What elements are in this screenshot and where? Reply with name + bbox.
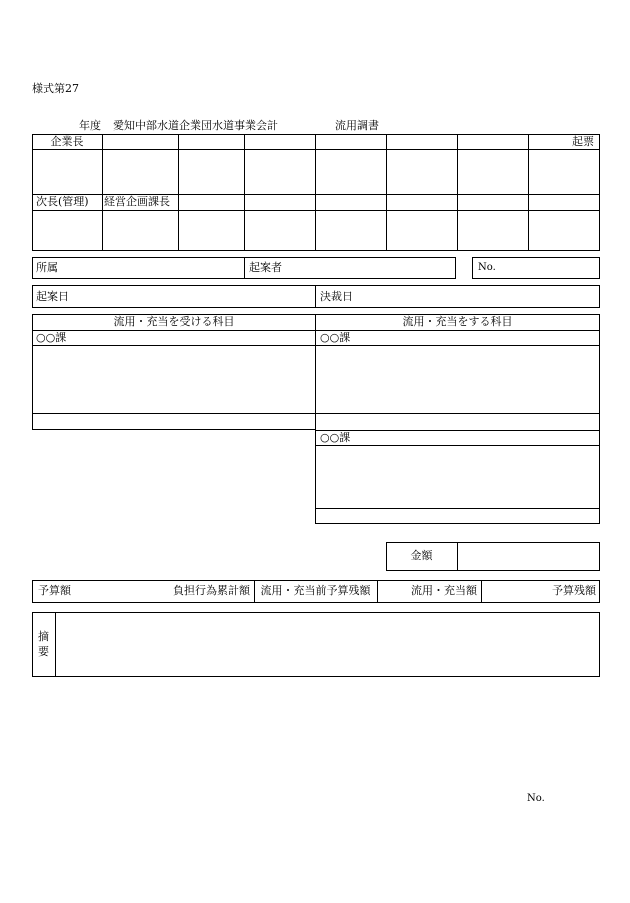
give-title: 流用・充当をする科目 <box>402 315 513 328</box>
decision-date-label: 決裁日 <box>320 290 353 303</box>
remarks-label <box>56 614 57 615</box>
approver-deputy: 次長(管理) <box>36 195 89 208</box>
receive-title: 流用・充当を受ける科目 <box>113 315 235 328</box>
doc-title: 流用調書 <box>335 119 379 132</box>
budget-col-transfer: 流用・充当額 <box>411 584 477 597</box>
give-section-2: ○○課 <box>320 431 351 444</box>
approver-drafting: 起票 <box>572 135 594 148</box>
approval-grid <box>32 134 600 251</box>
year-label: 年度 <box>79 119 101 132</box>
remarks-box <box>32 612 600 677</box>
remarks-label-1: 摘 <box>38 630 49 643</box>
receive-section: ○○課 <box>36 331 67 344</box>
dept-label: 所属 <box>36 261 58 274</box>
budget-col-commitment: 負担行為累計額 <box>173 584 250 597</box>
org-name: 愛知中部水道企業団水道事業会計 <box>113 119 278 132</box>
amount-label: 金額 <box>410 549 433 562</box>
footer-no: No. <box>527 793 545 804</box>
budget-col-budget: 予算額 <box>38 584 71 597</box>
form-id: 様式第27 <box>32 82 79 95</box>
no-label: No. <box>478 262 496 273</box>
remarks-label-2: 要 <box>38 645 49 658</box>
budget-col-remaining: 予算残額 <box>552 584 596 597</box>
date-row <box>32 285 600 308</box>
approver-planning-chief: 経営企画課長 <box>104 195 170 208</box>
draft-date-label: 起案日 <box>36 290 69 303</box>
give-section-1: ○○課 <box>320 331 351 344</box>
budget-col-before: 流用・充当前予算残額 <box>260 584 371 597</box>
approver-president: 企業長 <box>50 135 84 148</box>
drafter-label: 起案者 <box>249 261 282 274</box>
